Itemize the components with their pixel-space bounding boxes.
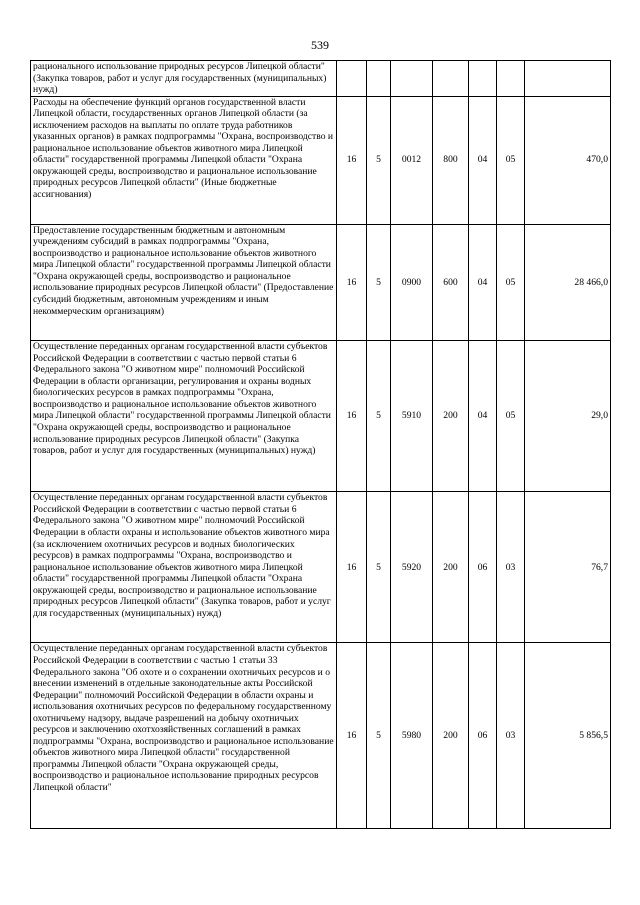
subchapter-code: 05 [497,96,525,224]
subchapter-code: 03 [497,643,525,829]
target-article-code: 5920 [391,492,433,643]
chapter-code: 06 [469,643,497,829]
table-row [31,492,611,643]
table-row [31,224,611,341]
section-code: 5 [367,224,391,341]
chapter-code [469,61,497,97]
subchapter-code: 05 [497,224,525,341]
section-code: 5 [367,643,391,829]
expense-type-code: 600 [433,224,469,341]
row-description: Предоставление государственным бюджетным и автономным учреждениям субсидий в рамках подпрограммы "Охрана, воспроизводство и рациональное использование объектов животного мира Липецкой области" государственной программы Липецкой области "Охрана окружающей среды, воспроизводство и рациональное использование природных ресурсов Липецкой области" (Предоставление субсидий бюджетным, автономным учреждениям и иным некоммерческим организациям) [31,224,337,341]
chapter-code: 06 [469,492,497,643]
expense-type-code: 800 [433,96,469,224]
row-description: Расходы на обеспечение функций органов государственной власти Липецкой области, государственных органов Липецкой области (за исключением расходов на выплаты по оплате труда работников указанных органов) в рамках подпрограммы "Охрана, воспроизводство и рациональное использование объектов животного мира Липецкой области" государственной программы Липецкой области "Охрана окружающей среды, воспроизводство и рациональное использование природных ресурсов Липецкой области" (Иные бюджетные ассигнования) [31,96,337,224]
table-row [31,643,611,829]
expense-type-code: 200 [433,643,469,829]
amount-value: 29,0 [525,341,611,492]
section-code: 5 [367,96,391,224]
target-article-code: 5980 [391,643,433,829]
section-code [367,61,391,97]
admin-code: 16 [337,643,367,829]
table-row [31,341,611,492]
subchapter-code [497,61,525,97]
row-description: Осуществление переданных органам государственной власти субъектов Российской Федерации в соответствии с частью первой статьи 6 Федерального закона "О животном мире" полномочий Российской Федерации в области организации, регулирования и охраны водных биологических ресурсов в рамках подпрограммы "Охрана, воспроизводство и рациональное использование объектов животного мира Липецкой области" государственной программы Липецкой области "Охрана окружающей среды, воспроизводство и рациональное использование природных ресурсов Липецкой области" (Закупка товаров, работ и услуг для государственных (муниципальных) нужд) [31,341,337,492]
admin-code: 16 [337,224,367,341]
admin-code: 16 [337,492,367,643]
chapter-code: 04 [469,96,497,224]
target-article-code [391,61,433,97]
amount-value [525,61,611,97]
amount-value: 28 466,0 [525,224,611,341]
subchapter-code: 05 [497,341,525,492]
table-body [31,61,611,829]
expense-type-code: 200 [433,341,469,492]
target-article-code: 0900 [391,224,433,341]
expense-type-code [433,61,469,97]
chapter-code: 04 [469,224,497,341]
admin-code: 16 [337,341,367,492]
subchapter-code: 03 [497,492,525,643]
section-code: 5 [367,492,391,643]
target-article-code: 5910 [391,341,433,492]
section-code: 5 [367,341,391,492]
page-number: 539 [311,38,329,52]
table-row [31,96,611,224]
budget-table [30,60,611,829]
table-row [31,61,611,97]
chapter-code: 04 [469,341,497,492]
amount-value: 76,7 [525,492,611,643]
target-article-code: 0012 [391,96,433,224]
row-description: Осуществление переданных органам государственной власти субъектов Российской Федерации в соответствии с частью 1 статьи 33 Федерального закона "Об охоте и о сохранении охотничьих ресурсов и о внесении изменений в отдельные законодательные акты Российской Федерации" полномочий Российской Федерации в области охраны и использования охотничьих ресурсов по федеральному государственному охотничьему надзору, выдаче разрешений на добычу охотничьих ресурсов и заключению охотхозяйственных соглашений в рамках подпрограммы "Охрана, воспроизводство и рациональное использование объектов животного мира Липецкой области" государственной программы Липецкой области "Охрана окружающей среды, воспроизводство и рациональное использование природных ресурсов Липецкой области" [31,643,337,829]
row-description: рационального использование природных ресурсов Липецкой области" (Закупка товаров, работ и услуг для государственных (муниципальных) нужд) [31,61,337,97]
admin-code [337,61,367,97]
row-description: Осуществление переданных органам государственной власти субъектов Российской Федерации в соответствии с частью первой статьи 6 Федерального закона "О животном мире" полномочий Российской Федерации в области охраны и использование объектов животного мира (за исключением охотничьих ресурсов и водных биологических ресурсов) в рамках подпрограммы "Охрана, воспроизводство и рациональное использование объектов животного мира Липецкой области" государственной программы Липецкой области "Охрана окружающей среды, воспроизводство и рациональное использование природных ресурсов Липецкой области" (Закупка товаров, работ и услуг для государственных (муниципальных) нужд) [31,492,337,643]
expense-type-code: 200 [433,492,469,643]
admin-code: 16 [337,96,367,224]
amount-value: 470,0 [525,96,611,224]
amount-value: 5 856,5 [525,643,611,829]
